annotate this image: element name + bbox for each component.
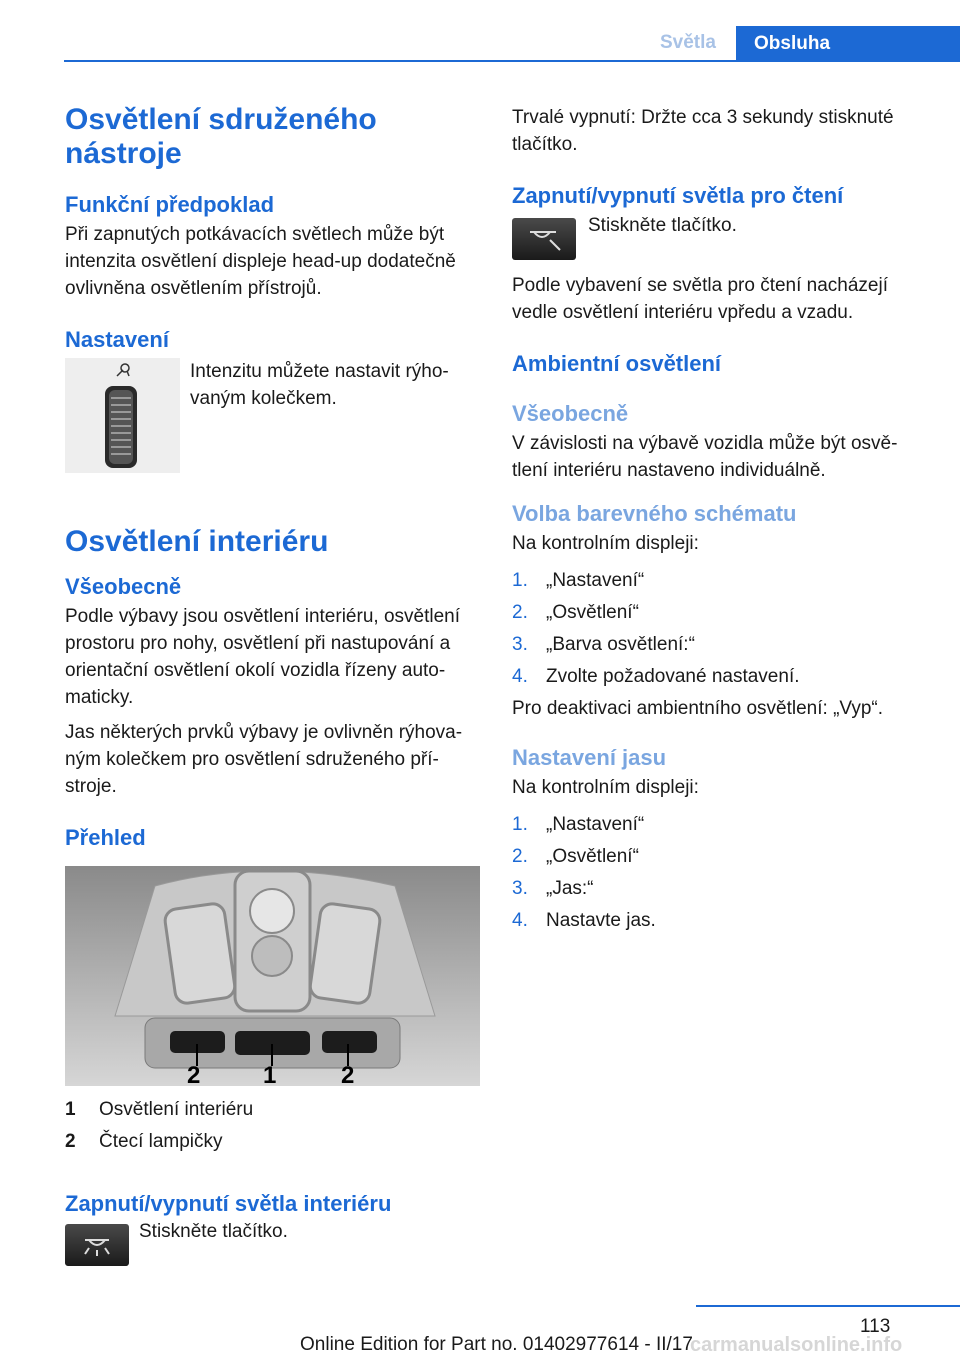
text-general-2: Jas některých prvků výbavy je ovlivněn rýhova-ným kolečkem pro osvětlení sdruženého pří-stroje. [65, 722, 463, 797]
step-num: 2. [512, 846, 528, 867]
heading-general: Všeobecně [65, 574, 182, 599]
heading-toggle-interior: Zapnutí/vypnutí světla interiéru [65, 1191, 392, 1216]
text-settings: Intenzitu můžete nastavit rýho-vaným kolečkem. [190, 361, 449, 409]
tab-obsluha[interactable]: Obsluha [736, 26, 960, 62]
heading-color-scheme: Volba barevného schématu [512, 501, 797, 526]
ceiling-console-illustration [65, 866, 480, 1086]
text-ambient-general: V závislosti na výbavě vozidla může být osvě-tlení interiéru nastaveno individuálně. [512, 433, 898, 481]
legend-text: Čtecí lampičky [99, 1131, 223, 1152]
text-brightness-intro: Na kontrolním displeji: [512, 777, 699, 798]
step-num: 2. [512, 602, 528, 623]
step-text: „Nastavení“ [546, 814, 645, 835]
step-text: „Barva osvětlení:“ [546, 634, 695, 655]
step-num: 1. [512, 570, 528, 591]
step-num: 1. [512, 814, 528, 835]
list-item [512, 811, 932, 843]
interior-light-button-icon [65, 1224, 129, 1266]
section-title-instrument-lighting [65, 103, 485, 171]
reading-light-button-icon [512, 218, 576, 260]
color-steps-list [512, 567, 932, 695]
step-num: 3. [512, 878, 528, 899]
list-item [512, 631, 932, 663]
step-num: 4. [512, 666, 528, 687]
page-number: 113 [860, 1316, 891, 1337]
legend-num: 2 [65, 1131, 76, 1152]
list-item [512, 663, 932, 695]
text-reading: Podle vybavení se světla pro čtení nacházejí vedle osvětlení interiéru vpředu a vzadu. [512, 275, 889, 323]
heading-settings: Nastavení [65, 327, 169, 352]
toggle-interior-row [65, 1221, 485, 1266]
figure-legend [65, 1096, 485, 1160]
step-text: „Jas:“ [546, 878, 594, 899]
step-text: „Osvětlení“ [546, 602, 639, 623]
figure-label-1: 1 [263, 1062, 277, 1086]
section-title-interior-lighting: Osvětlení interiéru [65, 525, 329, 558]
text-reading-button: Stiskněte tlačítko. [588, 215, 737, 236]
edition-text: Online Edition for Part no. 01402977614 - II/17 [300, 1334, 693, 1355]
brightness-steps-list [512, 811, 932, 939]
left-column [65, 100, 485, 1266]
legend-item [65, 1128, 485, 1160]
title-line-2: nástroje [65, 137, 182, 170]
step-text: Nastavte jas. [546, 910, 656, 931]
overview-figure [65, 866, 480, 1086]
legend-num: 1 [65, 1099, 76, 1120]
heading-ambient-general: Všeobecně [512, 401, 629, 426]
dimmer-wheel-figure [65, 358, 180, 473]
text-color-intro: Na kontrolním displeji: [512, 533, 699, 554]
figure-label-2-right: 2 [341, 1062, 355, 1086]
text-functional-requirement: Při zapnutých potkávacích světlech může být intenzita osvětlení displeje head-up dodatečně ovlivněna osvětlením přístrojů. [65, 224, 456, 299]
heading-reading-light: Zapnutí/vypnutí světla pro čtení [512, 183, 844, 208]
list-item [512, 907, 932, 939]
title-line-1: Osvětlení sdruženého [65, 103, 377, 136]
heading-brightness: Nastavení jasu [512, 745, 667, 770]
watermark: carmanualsonline.info [690, 1334, 903, 1356]
heading-ambient: Ambientní osvětlení [512, 351, 722, 376]
reading-button-row [512, 215, 932, 260]
header-rule [64, 60, 960, 62]
figure-label-2-left: 2 [187, 1062, 201, 1086]
list-item [512, 599, 932, 631]
legend-text: Osvětlení interiéru [99, 1099, 254, 1120]
text-general-1: Podle výbavy jsou osvětlení interiéru, osvětlení prostoru pro nohy, osvětlení při nastupování a orientační osvětlení okolí vozidla řízeny auto-maticky. [65, 606, 460, 708]
heading-overview: Přehled [65, 825, 146, 850]
step-text: Zvolte požadované nastavení. [546, 666, 800, 687]
step-num: 4. [512, 910, 528, 931]
list-item [512, 875, 932, 907]
dimmer-wheel-icon [65, 358, 180, 473]
settings-row [65, 358, 485, 473]
footer-rule [696, 1305, 960, 1307]
step-text: „Nastavení“ [546, 570, 645, 591]
text-color-deactivate: Pro deaktivaci ambientního osvětlení: „Vyp“. [512, 698, 884, 719]
tab-svetla[interactable]: Světla [660, 32, 716, 53]
heading-functional-requirement: Funkční předpoklad [65, 192, 275, 217]
legend-item [65, 1096, 485, 1128]
right-column [512, 100, 932, 939]
step-num: 3. [512, 634, 528, 655]
text-toggle-interior: Stiskněte tlačítko. [139, 1221, 288, 1242]
list-item [512, 567, 932, 599]
text-permanent-off: Trvalé vypnutí: Držte cca 3 sekundy stisknuté tlačítko. [512, 107, 894, 155]
list-item [512, 843, 932, 875]
step-text: „Osvětlení“ [546, 846, 639, 867]
